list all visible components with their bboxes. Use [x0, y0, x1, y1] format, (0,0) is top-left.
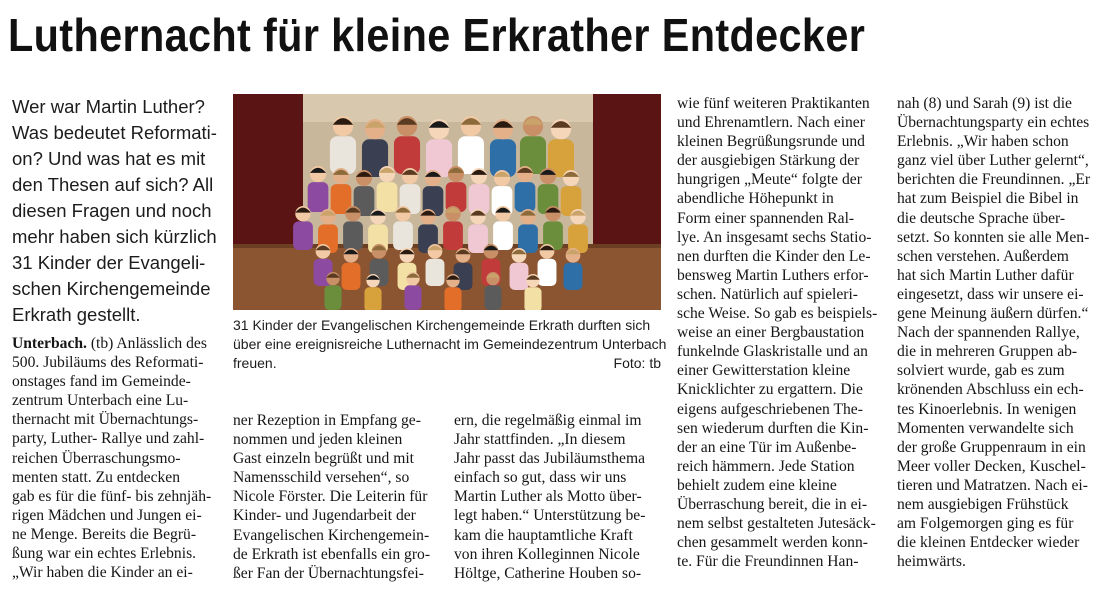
column-4-line: und Ehrenamtlern. Nach einer [677, 114, 865, 132]
column-4-line: Überraschung bereit, die in ei- [677, 495, 868, 513]
column-4-line: hungrigen „Meute“ folgte der [677, 171, 862, 189]
column-5-line: solviert wurde, gab es zum [897, 362, 1065, 380]
caption-line-3-text: freuen. [233, 355, 277, 371]
column-1-line: zentrum Unterbach eine Lu- [12, 392, 189, 410]
caption-line-3 [233, 354, 661, 373]
column-5-line: Nach der spannenden Rallye, [897, 324, 1080, 342]
lead-line: den Thesen auf sich? All [12, 174, 214, 195]
column-5-line: hat sich Martin Luther dafür [897, 266, 1074, 284]
column-5-line: tes Kinoerlebnis. In wenigen [897, 400, 1077, 418]
group-photo-image [233, 94, 661, 310]
column-3-line: Jahr stattfinden. „In diesem [454, 431, 626, 449]
photo-person-body [484, 285, 501, 310]
column-5-line: krönenden Abschluss ein ech- [897, 381, 1084, 399]
photo-person-body [515, 182, 536, 212]
column-5-line: heimwärts. [897, 553, 966, 571]
photo-person-body [364, 287, 381, 310]
photo-credit: Foto: tb [613, 355, 661, 371]
column-5-line: eingesetzt, dass wir unsere ei- [897, 285, 1084, 303]
column-2-line: Nicole Förster. Die Leiterin für [233, 488, 428, 506]
photo-person-body [324, 285, 341, 310]
photo-person-body [564, 263, 583, 290]
column-5-line: tieren und Matratzen. Nach ei- [897, 476, 1088, 494]
article-headline: Luthernacht für kleine Erkrather Entdecker [8, 9, 866, 61]
column-5-line: die kleinen Entdecker wieder [897, 534, 1080, 552]
photo-person-body [393, 221, 413, 250]
photo-person-body [394, 136, 420, 174]
lead-line: diesen Fragen und noch [12, 200, 212, 221]
column-4-line: te. Für die Freundinnen Han- [677, 553, 859, 571]
column-3-line: einfach so gut, dass wir uns [454, 469, 627, 487]
column-4-line: bensweg Martin Luthers erfor- [677, 266, 869, 284]
column-2-line: Gast einzeln begrüßt und mit [233, 450, 415, 468]
column-3-line: Martin Luther als Motto über- [454, 488, 642, 506]
column-5-line: berichten die Freundinnen. „Er [897, 171, 1091, 189]
column-5-line: nem ausgiebigen Frühstück [897, 495, 1069, 513]
column-1-line: reichen Überraschungsmo- [12, 449, 181, 467]
column-2-line: Evangelischen Kirchengemein- [233, 526, 430, 544]
photo-person-body [308, 182, 329, 212]
photo-person-body [493, 221, 513, 250]
column-1-line: menten statt. Zu entdecken [12, 468, 181, 486]
photo-person-body [293, 221, 313, 250]
column-4-line: der an eine Tür im Außenbe- [677, 438, 857, 456]
photo-person-body [524, 287, 541, 310]
column-2-line: Kinder- und Jugendarbeit der [233, 507, 416, 525]
column-1-line: ne Menge. Bereits die Begrü- [12, 525, 197, 543]
column-5-line: die in mehreren Gruppen ab- [897, 343, 1078, 361]
column-3-line: Höltge, Catherine Houben so- [454, 564, 642, 582]
column-3-line: kam die hauptamtliche Kraft [454, 526, 633, 544]
column-4-line: wie fünf weiteren Praktikanten [677, 95, 870, 112]
column-4-line: eigens aufgeschriebenen The- [677, 400, 863, 418]
lead-paragraph [12, 94, 224, 328]
column-4-line: der ausgiebigen Stärkung der [677, 152, 860, 170]
column-4-line: abendliche Höhepunkt in [677, 190, 834, 208]
column-4-line: schen. Natürlich auf spieleri- [677, 285, 858, 303]
column-4-line: einer Gewitterstation kleine [677, 362, 851, 380]
column-4-line: nem selbst gestalteten Jutesäck- [677, 515, 876, 533]
column-1-first-line-rest: (tb) Anlässlich des [86, 335, 207, 352]
column-4-line: sche Weise. So gab es beispiels- [677, 305, 878, 323]
column-1-line: onstages fand im Gemeinde- [12, 373, 191, 391]
column-5-line: ganz viel über Luther gelernt“, [897, 152, 1089, 170]
column-4-line: weise an einer Bergbaustation [677, 324, 865, 342]
group-photo [233, 94, 661, 310]
column-5-line: Übernachtungsparty ein echtes [897, 114, 1090, 132]
column-5-line: am Folgemorgen ging es für [897, 515, 1074, 533]
column-4-line: Form einer spannenden Ral- [677, 209, 855, 227]
caption-line-2: über eine ereignisreiche Luthernacht im Gemeindezentrum Unterbach [233, 336, 667, 352]
photo-person-body [443, 221, 463, 250]
photo-person-body [342, 263, 361, 290]
column-4-line: kleinen Begrüßungsrunde und [677, 133, 865, 151]
lead-line: Erkrath gestellt. [12, 304, 141, 325]
column-1-line: rigen Mädchen und Jungen ei- [12, 506, 202, 524]
column-1-line: thernacht mit Übernachtungs- [12, 411, 199, 429]
column-2-line: Namensschild versehen“, so [233, 469, 410, 487]
column-4-line: Knicklichter zu ergattern. Die [677, 381, 863, 399]
column-3-line: ern, die regelmäßig einmal im [454, 412, 642, 429]
photo-person-body [538, 259, 557, 286]
article-column-5 [897, 94, 1109, 571]
column-4-line: nen durften die Kinder den Le- [677, 247, 871, 265]
column-1-line: 500. Jubiläums des Reformati- [12, 354, 204, 372]
article-column-3 [454, 411, 666, 583]
column-5-line: schen verstehen. Außerdem [897, 247, 1069, 265]
lead-line: on? Und was hat es mit [12, 148, 206, 169]
column-5-line: gene Meinung äußern dürfen.“ [897, 305, 1089, 323]
column-5-line: nah (8) und Sarah (9) ist die [897, 95, 1072, 112]
photo-caption [233, 316, 667, 373]
column-2-line: nommen und jeden kleinen [233, 431, 403, 449]
column-5-line: setzt. So konnten sie alle Men- [897, 228, 1090, 246]
article-column-1 [12, 334, 224, 582]
column-1-line: party, Luther- Rallye und zahl- [12, 430, 205, 448]
lead-line: Wer war Martin Luther? [12, 96, 205, 117]
column-1-line: ßung war ein echtes Erlebnis. [12, 545, 197, 563]
column-5-line: Erlebnis. „Wir haben schon [897, 133, 1069, 151]
column-1-line: „Wir haben die Kinder an ei- [12, 564, 193, 582]
column-2-line: de Erkrath ist ebenfalls ein gro- [233, 545, 431, 563]
article-column-4 [677, 94, 889, 571]
column-5-line: hat zum Beispiel die Bibel in [897, 190, 1079, 208]
column-4-line: reich hämmern. Jede Station [677, 457, 855, 475]
column-5-line: die deutsche Sprache über- [897, 209, 1066, 227]
column-5-line: der große Gruppenraum in ein [897, 438, 1086, 456]
column-2-line: ner Rezeption in Empfang ge- [233, 412, 421, 429]
column-2-line: ßer Fan der Übernachtungsfei- [233, 564, 424, 582]
photo-person-body [444, 287, 461, 310]
photo-person-body [343, 221, 363, 250]
lead-line: schen Kirchengemeinde [12, 278, 211, 299]
column-4-line: behielt zudem eine kleine [677, 476, 837, 494]
photo-person-body [377, 182, 398, 212]
photo-person-body [426, 259, 445, 286]
column-1-first-line [12, 334, 224, 353]
column-3-line: von ihren Kolleginnen Nicole [454, 545, 640, 563]
column-5-line: Meer voller Decken, Kuschel- [897, 457, 1086, 475]
article-column-2 [233, 411, 445, 583]
column-4-line: chen gesammelt werden konn- [677, 534, 868, 552]
column-3-line: Jahr passt das Jubiläumsthema [454, 450, 645, 468]
photo-person-body [510, 263, 529, 290]
column-4-line: funkelnde Glaskristalle und an [677, 343, 868, 361]
dateline: Unterbach. [12, 335, 87, 352]
column-1-line: gab es für die fünf- bis zehnjäh- [12, 487, 212, 505]
column-4-line: lye. An insgesamt sechs Statio- [677, 228, 872, 246]
column-4-line: sen wiederum durften die Kin- [677, 419, 869, 437]
column-5-line: Momenten verwandelte sich [897, 419, 1074, 437]
lead-line: Was bedeutet Reformati- [12, 122, 217, 143]
lead-line: 31 Kinder der Evangeli- [12, 252, 206, 273]
photo-person-body [404, 285, 421, 310]
lead-line: mehr haben sich kürzlich [12, 226, 217, 247]
caption-line-1: 31 Kinder der Evangelischen Kirchengemeinde Erkrath durften sich [233, 317, 651, 333]
column-3-line: legt haben.“ Unterstützung be- [454, 507, 646, 525]
